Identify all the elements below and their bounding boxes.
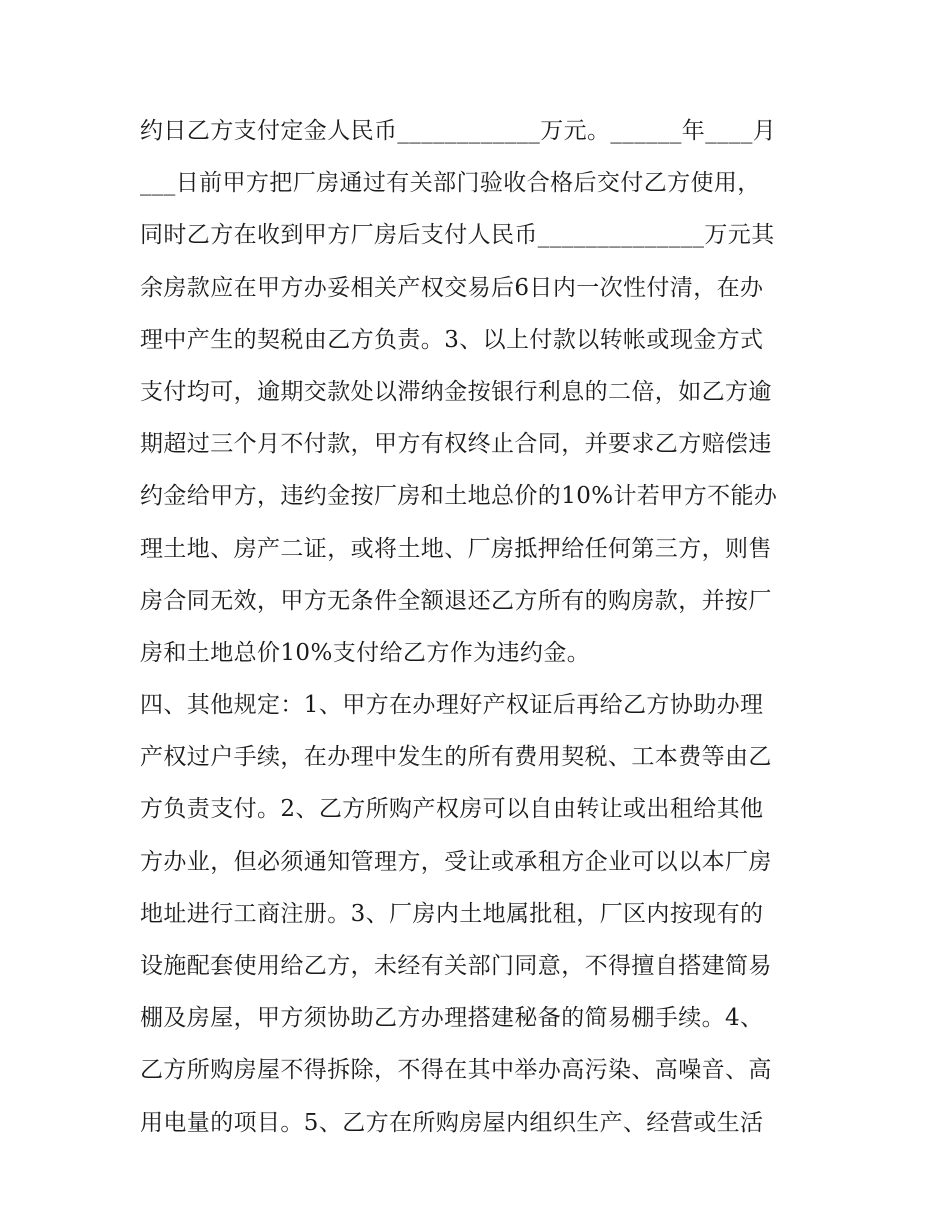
text-line: 约日乙方支付定金人民币____________万元。______年____月 [140, 118, 777, 144]
contract-body-text [140, 110, 812, 1154]
text-line: 余房款应在甲方办妥相关产权交易后6日内一次性付清，在办 [140, 274, 764, 301]
text-line: 乙方所购房屋不得拆除，不得在其中举办高污染、高噪音、高 [140, 1057, 772, 1084]
text-line: 产权过户手续，在办理中发生的所有费用契税、工本费等由乙 [140, 744, 772, 771]
text-line: 四、其他规定：1、甲方在办理好产权证后再给乙方协助办理 [140, 692, 764, 719]
text-line: 方负责支付。2、乙方所购产权房可以自由转让或出租给其他 [140, 796, 764, 823]
text-line: 设施配套使用给乙方，未经有关部门同意，不得擅自搭建简易 [140, 953, 772, 979]
text-line: ___日前甲方把厂房通过有关部门验收合格后交付乙方使用， [140, 170, 761, 197]
text-line: 期超过三个月不付款，甲方有权终止合同，并要求乙方赔偿违 [140, 431, 772, 458]
text-line: 支付均可，逾期交款处以滞纳金按银行利息的二倍，如乙方逾 [140, 378, 772, 405]
text-line: 理中产生的契税由乙方负责。3、以上付款以转帐或现金方式 [140, 326, 764, 353]
text-line: 约金给甲方，违约金按厂房和土地总价的10%计若甲方不能办 [140, 483, 778, 510]
text-line: 地址进行工商注册。3、厂房内土地属批租，厂区内按现有的 [140, 900, 764, 927]
text-line: 方办业，但必须通知管理方，受让或承租方企业可以以本厂房 [140, 848, 772, 875]
text-line: 房和土地总价10%支付给乙方作为违约金。 [140, 639, 591, 666]
text-line: 房合同无效，甲方无条件全额退还乙方所有的购房款，并按厂 [140, 587, 772, 614]
text-line: 同时乙方在收到甲方厂房后支付人民币______________万元其 [140, 222, 775, 249]
text-line: 理土地、房产二证，或将土地、厂房抵押给任何第三方，则售 [140, 535, 772, 562]
text-line: 用电量的项目。5、乙方在所购房屋内组织生产、经营或生活 [140, 1109, 764, 1136]
text-line: 棚及房屋，甲方须协助乙方办理搭建秘备的简易棚手续。4、 [140, 1005, 764, 1032]
